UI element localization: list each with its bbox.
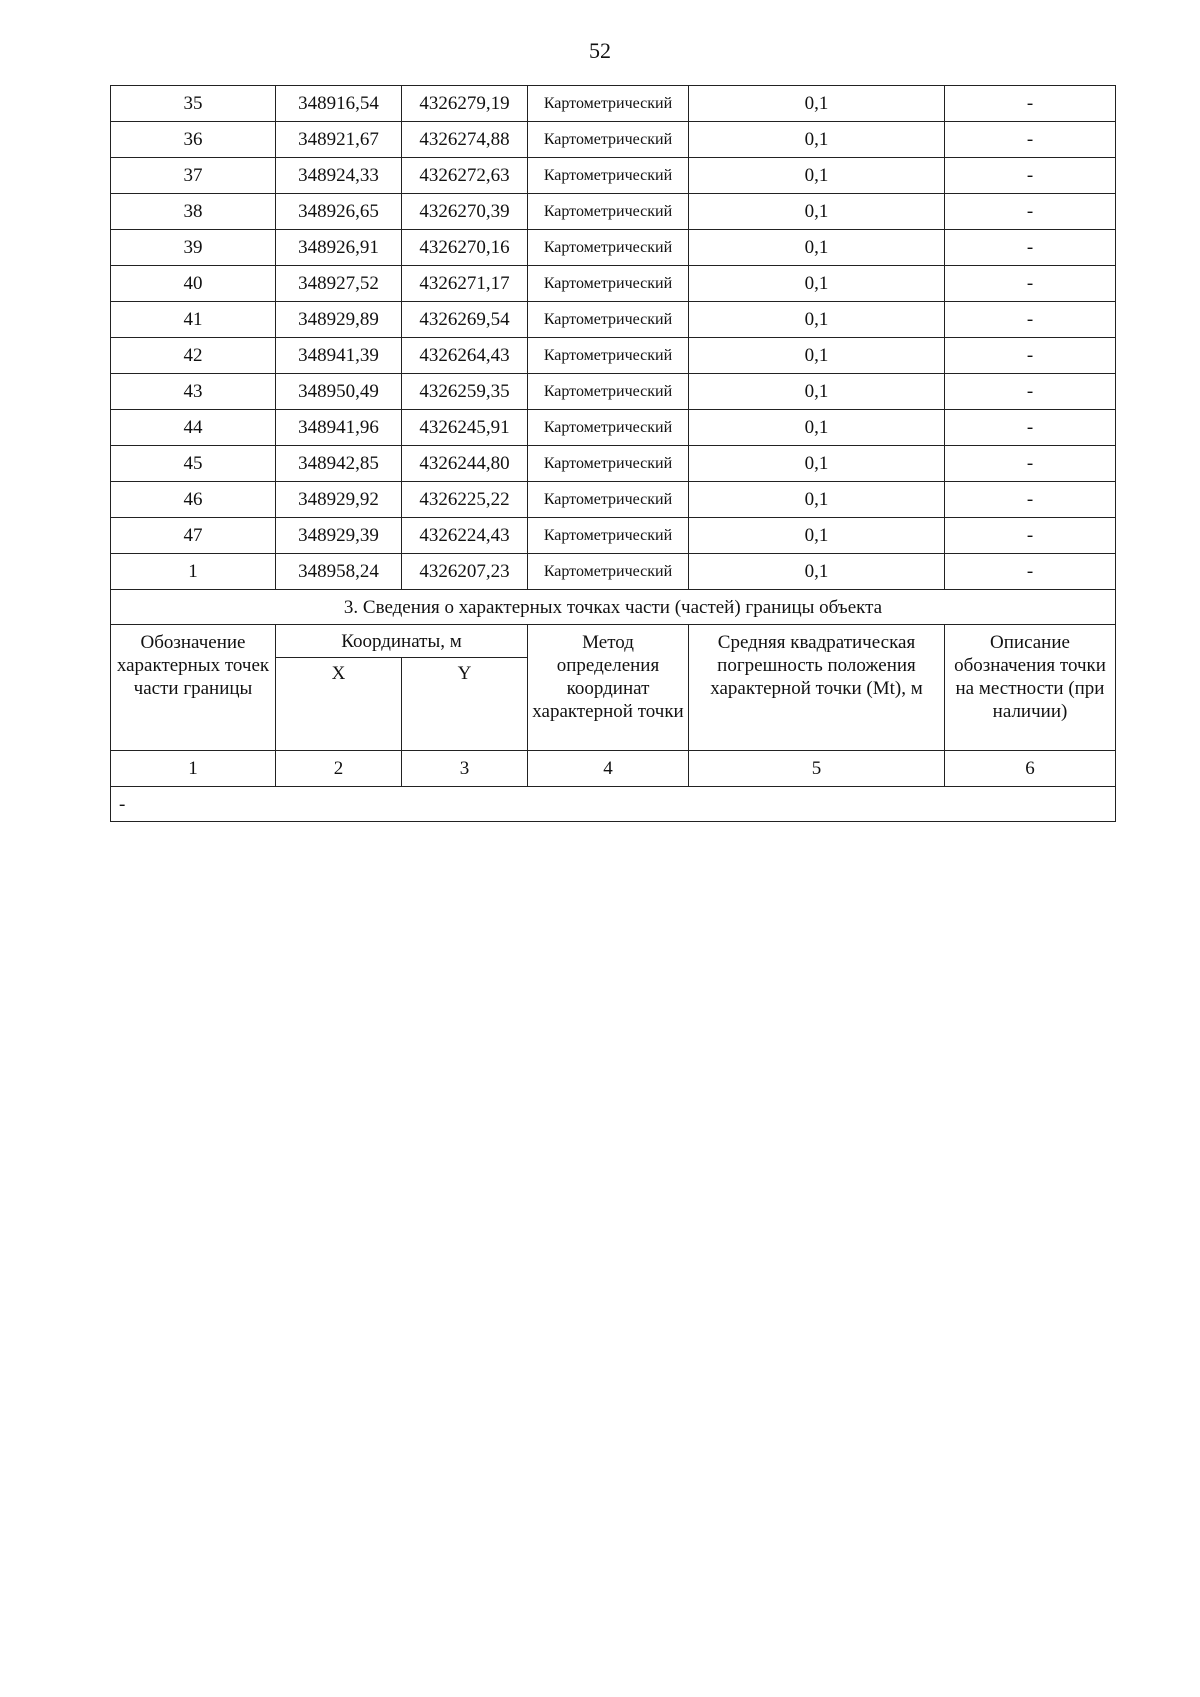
y-coordinate-cell: 4326269,54 <box>402 302 528 338</box>
point-number-cell: 40 <box>111 266 276 302</box>
header-designation: Обозначение характерных точек части границы <box>111 625 276 751</box>
table-row <box>111 302 1116 338</box>
x-coordinate-cell: 348958,24 <box>276 554 402 590</box>
point-number-cell: 39 <box>111 230 276 266</box>
description-cell: - <box>945 266 1116 302</box>
point-number-cell: 37 <box>111 158 276 194</box>
description-cell: - <box>945 230 1116 266</box>
header-x: X <box>276 658 402 751</box>
empty-section-row: - <box>111 787 1116 822</box>
table-row <box>111 554 1116 590</box>
description-cell: - <box>945 554 1116 590</box>
y-coordinate-cell: 4326270,16 <box>402 230 528 266</box>
header-method: Метод определения координат характерной точки <box>528 625 689 751</box>
point-number-cell: 45 <box>111 446 276 482</box>
mean-square-error-cell: 0,1 <box>689 158 945 194</box>
description-cell: - <box>945 194 1116 230</box>
table-row <box>111 158 1116 194</box>
method-cell: Картометрический <box>528 230 689 266</box>
mean-square-error-cell: 0,1 <box>689 446 945 482</box>
y-coordinate-cell: 4326272,63 <box>402 158 528 194</box>
x-coordinate-cell: 348941,39 <box>276 338 402 374</box>
table-row <box>111 266 1116 302</box>
description-cell: - <box>945 158 1116 194</box>
point-number-cell: 1 <box>111 554 276 590</box>
method-cell: Картометрический <box>528 86 689 122</box>
x-coordinate-cell: 348941,96 <box>276 410 402 446</box>
y-coordinate-cell: 4326271,17 <box>402 266 528 302</box>
mean-square-error-cell: 0,1 <box>689 554 945 590</box>
table-row <box>111 338 1116 374</box>
point-number-cell: 41 <box>111 302 276 338</box>
method-cell: Картометрический <box>528 266 689 302</box>
method-cell: Картометрический <box>528 302 689 338</box>
y-coordinate-cell: 4326274,88 <box>402 122 528 158</box>
header-mean-square-error: Средняя квадратическая погрешность положения характерной точки (Mt), м <box>689 625 945 751</box>
header-y: Y <box>402 658 528 751</box>
column-number-2: 2 <box>276 751 402 787</box>
point-number-cell: 47 <box>111 518 276 554</box>
method-cell: Картометрический <box>528 482 689 518</box>
y-coordinate-cell: 4326259,35 <box>402 374 528 410</box>
page-number: 52 <box>589 38 611 63</box>
point-number-cell: 35 <box>111 86 276 122</box>
mean-square-error-cell: 0,1 <box>689 374 945 410</box>
coordinates-table <box>110 85 1116 822</box>
mean-square-error-cell: 0,1 <box>689 302 945 338</box>
x-coordinate-cell: 348926,65 <box>276 194 402 230</box>
column-number-4: 4 <box>528 751 689 787</box>
description-cell: - <box>945 302 1116 338</box>
table-row <box>111 230 1116 266</box>
mean-square-error-cell: 0,1 <box>689 122 945 158</box>
description-cell: - <box>945 374 1116 410</box>
method-cell: Картометрический <box>528 410 689 446</box>
column-number-6: 6 <box>945 751 1116 787</box>
y-coordinate-cell: 4326245,91 <box>402 410 528 446</box>
table-row <box>111 374 1116 410</box>
y-coordinate-cell: 4326270,39 <box>402 194 528 230</box>
method-cell: Картометрический <box>528 518 689 554</box>
description-cell: - <box>945 410 1116 446</box>
method-cell: Картометрический <box>528 338 689 374</box>
coordinates-table-body <box>111 86 1116 590</box>
mean-square-error-cell: 0,1 <box>689 86 945 122</box>
point-number-cell: 43 <box>111 374 276 410</box>
table-row <box>111 194 1116 230</box>
y-coordinate-cell: 4326244,80 <box>402 446 528 482</box>
table-row <box>111 410 1116 446</box>
y-coordinate-cell: 4326264,43 <box>402 338 528 374</box>
mean-square-error-cell: 0,1 <box>689 410 945 446</box>
table-row <box>111 446 1116 482</box>
x-coordinate-cell: 348926,91 <box>276 230 402 266</box>
column-number-3: 3 <box>402 751 528 787</box>
description-cell: - <box>945 338 1116 374</box>
y-coordinate-cell: 4326207,23 <box>402 554 528 590</box>
x-coordinate-cell: 348921,67 <box>276 122 402 158</box>
method-cell: Картометрический <box>528 374 689 410</box>
description-cell: - <box>945 518 1116 554</box>
mean-square-error-cell: 0,1 <box>689 518 945 554</box>
header-coordinates: Координаты, м <box>276 625 528 658</box>
method-cell: Картометрический <box>528 158 689 194</box>
point-number-cell: 44 <box>111 410 276 446</box>
mean-square-error-cell: 0,1 <box>689 338 945 374</box>
y-coordinate-cell: 4326225,22 <box>402 482 528 518</box>
table-row <box>111 86 1116 122</box>
x-coordinate-cell: 348927,52 <box>276 266 402 302</box>
description-cell: - <box>945 446 1116 482</box>
table-row <box>111 482 1116 518</box>
y-coordinate-cell: 4326224,43 <box>402 518 528 554</box>
point-number-cell: 42 <box>111 338 276 374</box>
x-coordinate-cell: 348916,54 <box>276 86 402 122</box>
table-row <box>111 122 1116 158</box>
method-cell: Картометрический <box>528 554 689 590</box>
column-number-5: 5 <box>689 751 945 787</box>
method-cell: Картометрический <box>528 446 689 482</box>
description-cell: - <box>945 86 1116 122</box>
table-row <box>111 518 1116 554</box>
mean-square-error-cell: 0,1 <box>689 266 945 302</box>
description-cell: - <box>945 122 1116 158</box>
header-description: Описание обозначения точки на местности (при наличии) <box>945 625 1116 751</box>
x-coordinate-cell: 348929,39 <box>276 518 402 554</box>
description-cell: - <box>945 482 1116 518</box>
x-coordinate-cell: 348950,49 <box>276 374 402 410</box>
x-coordinate-cell: 348929,92 <box>276 482 402 518</box>
mean-square-error-cell: 0,1 <box>689 194 945 230</box>
point-number-cell: 38 <box>111 194 276 230</box>
x-coordinate-cell: 348942,85 <box>276 446 402 482</box>
column-number-1: 1 <box>111 751 276 787</box>
method-cell: Картометрический <box>528 122 689 158</box>
section-3-title: 3. Сведения о характерных точках части (частей) границы объекта <box>111 590 1116 625</box>
point-number-cell: 36 <box>111 122 276 158</box>
y-coordinate-cell: 4326279,19 <box>402 86 528 122</box>
method-cell: Картометрический <box>528 194 689 230</box>
point-number-cell: 46 <box>111 482 276 518</box>
x-coordinate-cell: 348929,89 <box>276 302 402 338</box>
mean-square-error-cell: 0,1 <box>689 482 945 518</box>
mean-square-error-cell: 0,1 <box>689 230 945 266</box>
x-coordinate-cell: 348924,33 <box>276 158 402 194</box>
